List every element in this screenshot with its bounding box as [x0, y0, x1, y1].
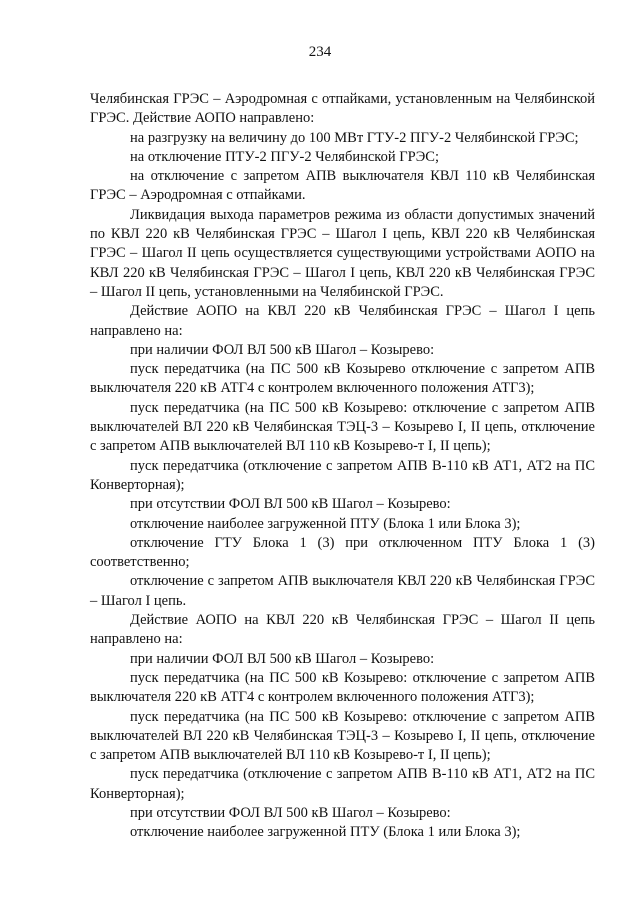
- paragraph: пуск передатчика (отключение с запретом АПВ В-110 кВ АТ1, АТ2 на ПС Конверторная);: [90, 766, 595, 802]
- page-number: 234: [308, 44, 332, 60]
- paragraph: пуск передатчика (отключение с запретом АПВ В-110 кВ АТ1, АТ2 на ПС Конверторная);: [90, 457, 595, 493]
- document-body: [90, 90, 595, 843]
- paragraph: пуск передатчика (на ПС 500 кВ Козырево отключение с запретом АПВ выключателя 220 кВ АТГ4 с контролем включенного положения АТГ3);: [90, 361, 595, 397]
- paragraph: Действие АОПО на КВЛ 220 кВ Челябинская ГРЭС – Шагол II цепь направлено на:: [90, 612, 595, 648]
- paragraph: на разгрузку на величину до 100 МВт ГТУ-2 ПГУ-2 Челябинской ГРЭС;: [130, 129, 579, 146]
- paragraph: на отключение с запретом АПВ выключателя КВЛ 110 кВ Челябинская ГРЭС – Аэродромная с отпайками.: [90, 168, 595, 204]
- paragraph: отключение с запретом АПВ выключателя КВЛ 220 кВ Челябинская ГРЭС – Шагол I цепь.: [90, 573, 595, 609]
- paragraph: при наличии ФОЛ ВЛ 500 кВ Шагол – Козырево:: [130, 650, 435, 667]
- paragraph: отключение наиболее загруженной ПТУ (Блока 1 или Блока 3);: [130, 515, 521, 532]
- paragraph: Действие АОПО на КВЛ 220 кВ Челябинская ГРЭС – Шагол I цепь направлено на:: [90, 303, 595, 339]
- paragraph: пуск передатчика (на ПС 500 кВ Козырево: отключение с запретом АПВ выключателей ВЛ 220 кВ Челябинская ТЭЦ-3 – Козырево I, II цепь, отключение с запретом АПВ выключателей ВЛ 110 кВ Козырево-т I, II цепь);: [90, 708, 595, 764]
- paragraph: пуск передатчика (на ПС 500 кВ Козырево: отключение с запретом АПВ выключателей ВЛ 220 кВ Челябинская ТЭЦ-3 – Козырево I, II цепь, отключение с запретом АПВ выключателей ВЛ 110 кВ Козырево-т I, II цепь);: [90, 399, 595, 455]
- paragraph: отключение ГТУ Блока 1 (3) при отключенном ПТУ Блока 1 (3) соответственно;: [90, 534, 595, 571]
- paragraph: при отсутствии ФОЛ ВЛ 500 кВ Шагол – Козырево:: [130, 804, 451, 821]
- paragraph: при отсутствии ФОЛ ВЛ 500 кВ Шагол – Козырево:: [130, 496, 451, 513]
- paragraph: на отключение ПТУ-2 ПГУ-2 Челябинской ГРЭС;: [130, 148, 439, 165]
- paragraph: Челябинская ГРЭС – Аэродромная с отпайками, установленным на Челябинской ГРЭС. Действие АОПО направлено:: [90, 91, 595, 127]
- paragraph: Ликвидация выхода параметров режима из области допустимых значений по КВЛ 220 кВ Челябинская ГРЭС – Шагол I цепь, КВЛ 220 кВ Челябинская ГРЭС – Шагол II цепь осуществляется существующими устройствами АОПО на КВЛ 220 кВ Челябинская ГРЭС – Шагол I цепь, КВЛ 220 кВ Челябинская ГРЭС – Шагол II цепь, установленными на Челябинской ГРЭС.: [90, 206, 595, 300]
- paragraph: при наличии ФОЛ ВЛ 500 кВ Шагол – Козырево:: [130, 341, 435, 358]
- paragraph: пуск передатчика (на ПС 500 кВ Козырево: отключение с запретом АПВ выключателя 220 кВ АТГ4 с контролем включенного положения АТГ3);: [90, 669, 595, 706]
- paragraph: отключение наиболее загруженной ПТУ (Блока 1 или Блока 3);: [130, 824, 521, 841]
